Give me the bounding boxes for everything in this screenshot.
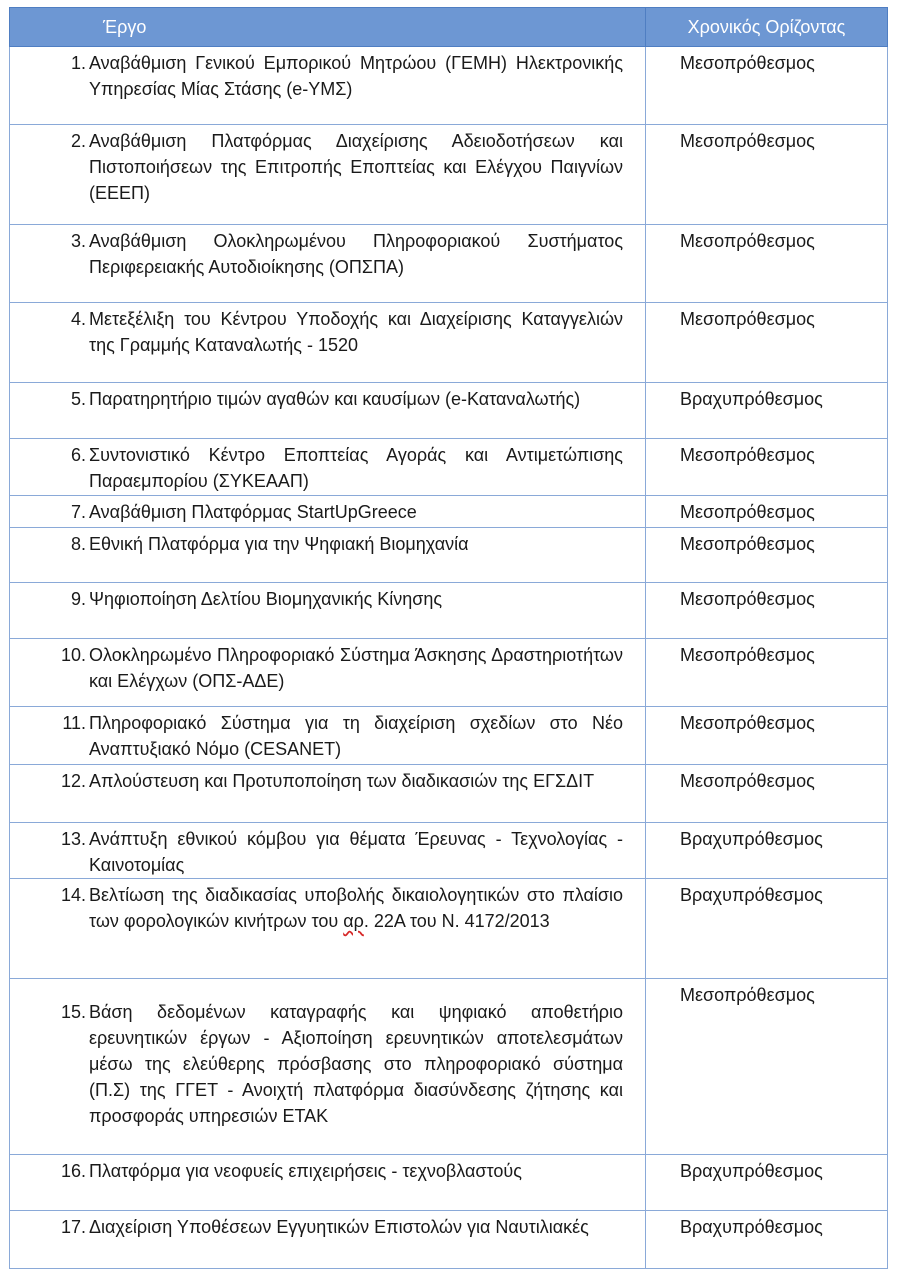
horizon-value: Μεσοπρόθεσμος	[680, 985, 815, 1005]
table-row	[10, 979, 888, 1155]
horizon-value: Μεσοπρόθεσμος	[680, 53, 815, 73]
row-number: 5.	[70, 389, 86, 409]
row-number: 16.	[60, 1161, 86, 1181]
row-number: 8.	[70, 534, 86, 554]
horizon-cell	[646, 496, 888, 528]
project-title: Ολοκληρωμένο Πληροφοριακό Σύστημα Άσκησης Δραστηριοτήτων και Ελέγχων (ΟΠΣ-ΑΔΕ)	[89, 645, 623, 691]
table-row	[10, 439, 888, 496]
horizon-cell	[646, 439, 888, 496]
row-number: 4.	[70, 309, 86, 329]
project-title	[86, 882, 623, 934]
horizon-value: Μεσοπρόθεσμος	[680, 131, 815, 151]
horizon-value: Μεσοπρόθεσμος	[680, 502, 815, 522]
project-title: Συντονιστικό Κέντρο Εποπτείας Αγοράς και Αντιμετώπισης Παραεμπορίου (ΣΥΚΕΑΑΠ)	[89, 445, 623, 491]
horizon-cell	[646, 303, 888, 383]
row-number: 10.	[60, 645, 86, 665]
table-row	[10, 1155, 888, 1211]
project-title: Διαχείριση Υποθέσεων Εγγυητικών Επιστολών για Ναυτιλιακές	[89, 1217, 589, 1237]
table-row	[10, 496, 888, 528]
table-row	[10, 879, 888, 979]
table-row	[10, 639, 888, 707]
project-cell	[10, 383, 646, 439]
horizon-cell	[646, 823, 888, 879]
project-title: Πλατφόρμα για νεοφυείς επιχειρήσεις - τεχνοβλαστούς	[89, 1161, 522, 1181]
horizon-cell	[646, 528, 888, 583]
project-title: Αναβάθμιση Ολοκληρωμένου Πληροφοριακού Συστήματος Περιφερειακής Αυτοδιοίκησης (ΟΠΣΠΑ)	[89, 231, 623, 277]
horizon-value: Μεσοπρόθεσμος	[680, 445, 815, 465]
horizon-value: Μεσοπρόθεσμος	[680, 231, 815, 251]
project-cell	[10, 583, 646, 639]
project-cell	[10, 225, 646, 303]
horizon-cell	[646, 383, 888, 439]
header-project: Έργο	[10, 8, 646, 47]
horizon-value: Βραχυπρόθεσμος	[680, 1161, 823, 1181]
row-number: 9.	[70, 589, 86, 609]
project-title: Μετεξέλιξη του Κέντρου Υποδοχής και Διαχείρισης Καταγγελιών της Γραμμής Καταναλωτής - 1520	[89, 309, 623, 355]
project-title: Ψηφιοποίηση Δελτίου Βιομηχανικής Κίνησης	[89, 589, 443, 609]
horizon-value: Βραχυπρόθεσμος	[680, 829, 823, 849]
project-cell	[10, 47, 646, 125]
horizon-value: Μεσοπρόθεσμος	[680, 309, 815, 329]
project-cell	[10, 639, 646, 707]
project-cell	[10, 496, 646, 528]
table-row	[10, 765, 888, 823]
project-cell	[10, 879, 646, 979]
project-cell	[10, 1155, 646, 1211]
project-title: Παρατηρητήριο τιμών αγαθών και καυσίμων (e-Καταναλωτής)	[89, 389, 581, 409]
project-cell	[10, 439, 646, 496]
row-number: 6.	[70, 445, 86, 465]
table-row	[10, 125, 888, 225]
table-header-row	[10, 8, 888, 47]
project-cell	[10, 528, 646, 583]
spellcheck-mark: αρ	[343, 911, 364, 931]
row-number: 13.	[60, 829, 86, 849]
table-row	[10, 823, 888, 879]
table-row	[10, 225, 888, 303]
table-row	[10, 303, 888, 383]
horizon-cell	[646, 1155, 888, 1211]
horizon-value: Μεσοπρόθεσμος	[680, 645, 815, 665]
horizon-cell	[646, 707, 888, 765]
table-row	[10, 583, 888, 639]
project-cell	[10, 765, 646, 823]
project-title: Αναβάθμιση Πλατφόρμας StartUpGreece	[89, 502, 417, 522]
project-title: Απλούστευση και Προτυποποίηση των διαδικασιών της ΕΓΣΔΙΤ	[89, 771, 595, 791]
project-cell	[10, 823, 646, 879]
row-number: 17.	[60, 1217, 86, 1237]
horizon-cell	[646, 125, 888, 225]
horizon-cell	[646, 765, 888, 823]
project-title: Αναβάθμιση Πλατφόρμας Διαχείρισης Αδειοδοτήσεων και Πιστοποιήσεων της Επιτροπής Εποπτείας και Ελέγχου Παιγνίων (ΕΕΕΠ)	[89, 131, 623, 203]
project-cell	[10, 979, 646, 1155]
row-number: 1.	[70, 53, 86, 73]
project-cell	[10, 1211, 646, 1269]
projects-table	[9, 7, 888, 1269]
table-row	[10, 707, 888, 765]
horizon-cell	[646, 979, 888, 1155]
project-cell	[10, 125, 646, 225]
project-cell	[10, 707, 646, 765]
horizon-cell	[646, 583, 888, 639]
horizon-value: Βραχυπρόθεσμος	[680, 1217, 823, 1237]
horizon-cell	[646, 639, 888, 707]
project-title: Ανάπτυξη εθνικού κόμβου για θέματα Έρευνας - Τεχνολογίας - Καινοτομίας	[89, 829, 623, 875]
table-row	[10, 47, 888, 125]
horizon-value: Μεσοπρόθεσμος	[680, 713, 815, 733]
horizon-cell	[646, 1211, 888, 1269]
table-row	[10, 528, 888, 583]
project-cell	[10, 303, 646, 383]
row-number: 12.	[60, 771, 86, 791]
project-title: Βάση δεδομένων καταγραφής και ψηφιακό αποθετήριο ερευνητικών έργων - Αξιοποίηση ερευνητικών αποτελεσμάτων μέσω της ελεύθερης πρόσβασης στο πληροφοριακό σύστημα (Π.Σ) της ΓΓΕΤ - Ανοιχτή πλατφόρμα διασύνδεσης ζήτησης και προσφοράς υπηρεσιών ΕΤΑΚ	[89, 1002, 623, 1126]
project-title: Εθνική Πλατφόρμα για την Ψηφιακή Βιομηχανία	[89, 534, 469, 554]
row-number: 2.	[70, 131, 86, 151]
title-part: . 22Α του Ν. 4172/2013	[363, 911, 550, 931]
horizon-value: Μεσοπρόθεσμος	[680, 534, 815, 554]
row-number: 7.	[70, 502, 86, 522]
project-title: Αναβάθμιση Γενικού Εμπορικού Μητρώου (ΓΕΜΗ) Ηλεκτρονικής Υπηρεσίας Μίας Στάσης (e-ΥΜΣ)	[89, 53, 623, 99]
table-row	[10, 1211, 888, 1269]
horizon-value: Μεσοπρόθεσμος	[680, 771, 815, 791]
row-number: 14.	[60, 885, 86, 905]
title-part: Βελτίωση της διαδικασίας υποβολής δικαιολογητικών στο πλαίσιο των φορολογικών κινήτρων του	[89, 885, 623, 931]
horizon-cell	[646, 47, 888, 125]
row-number: 3.	[70, 231, 86, 251]
project-title: Πληροφοριακό Σύστημα για τη διαχείριση σχεδίων στο Νέο Αναπτυξιακό Νόμο (CESANET)	[89, 713, 623, 759]
horizon-cell	[646, 879, 888, 979]
horizon-value: Μεσοπρόθεσμος	[680, 589, 815, 609]
header-horizon: Χρονικός Ορίζοντας	[646, 8, 888, 47]
row-number: 15.	[60, 1002, 86, 1022]
row-number: 11.	[62, 713, 86, 733]
horizon-cell	[646, 225, 888, 303]
table-row	[10, 383, 888, 439]
horizon-value: Βραχυπρόθεσμος	[680, 885, 823, 905]
horizon-value: Βραχυπρόθεσμος	[680, 389, 823, 409]
